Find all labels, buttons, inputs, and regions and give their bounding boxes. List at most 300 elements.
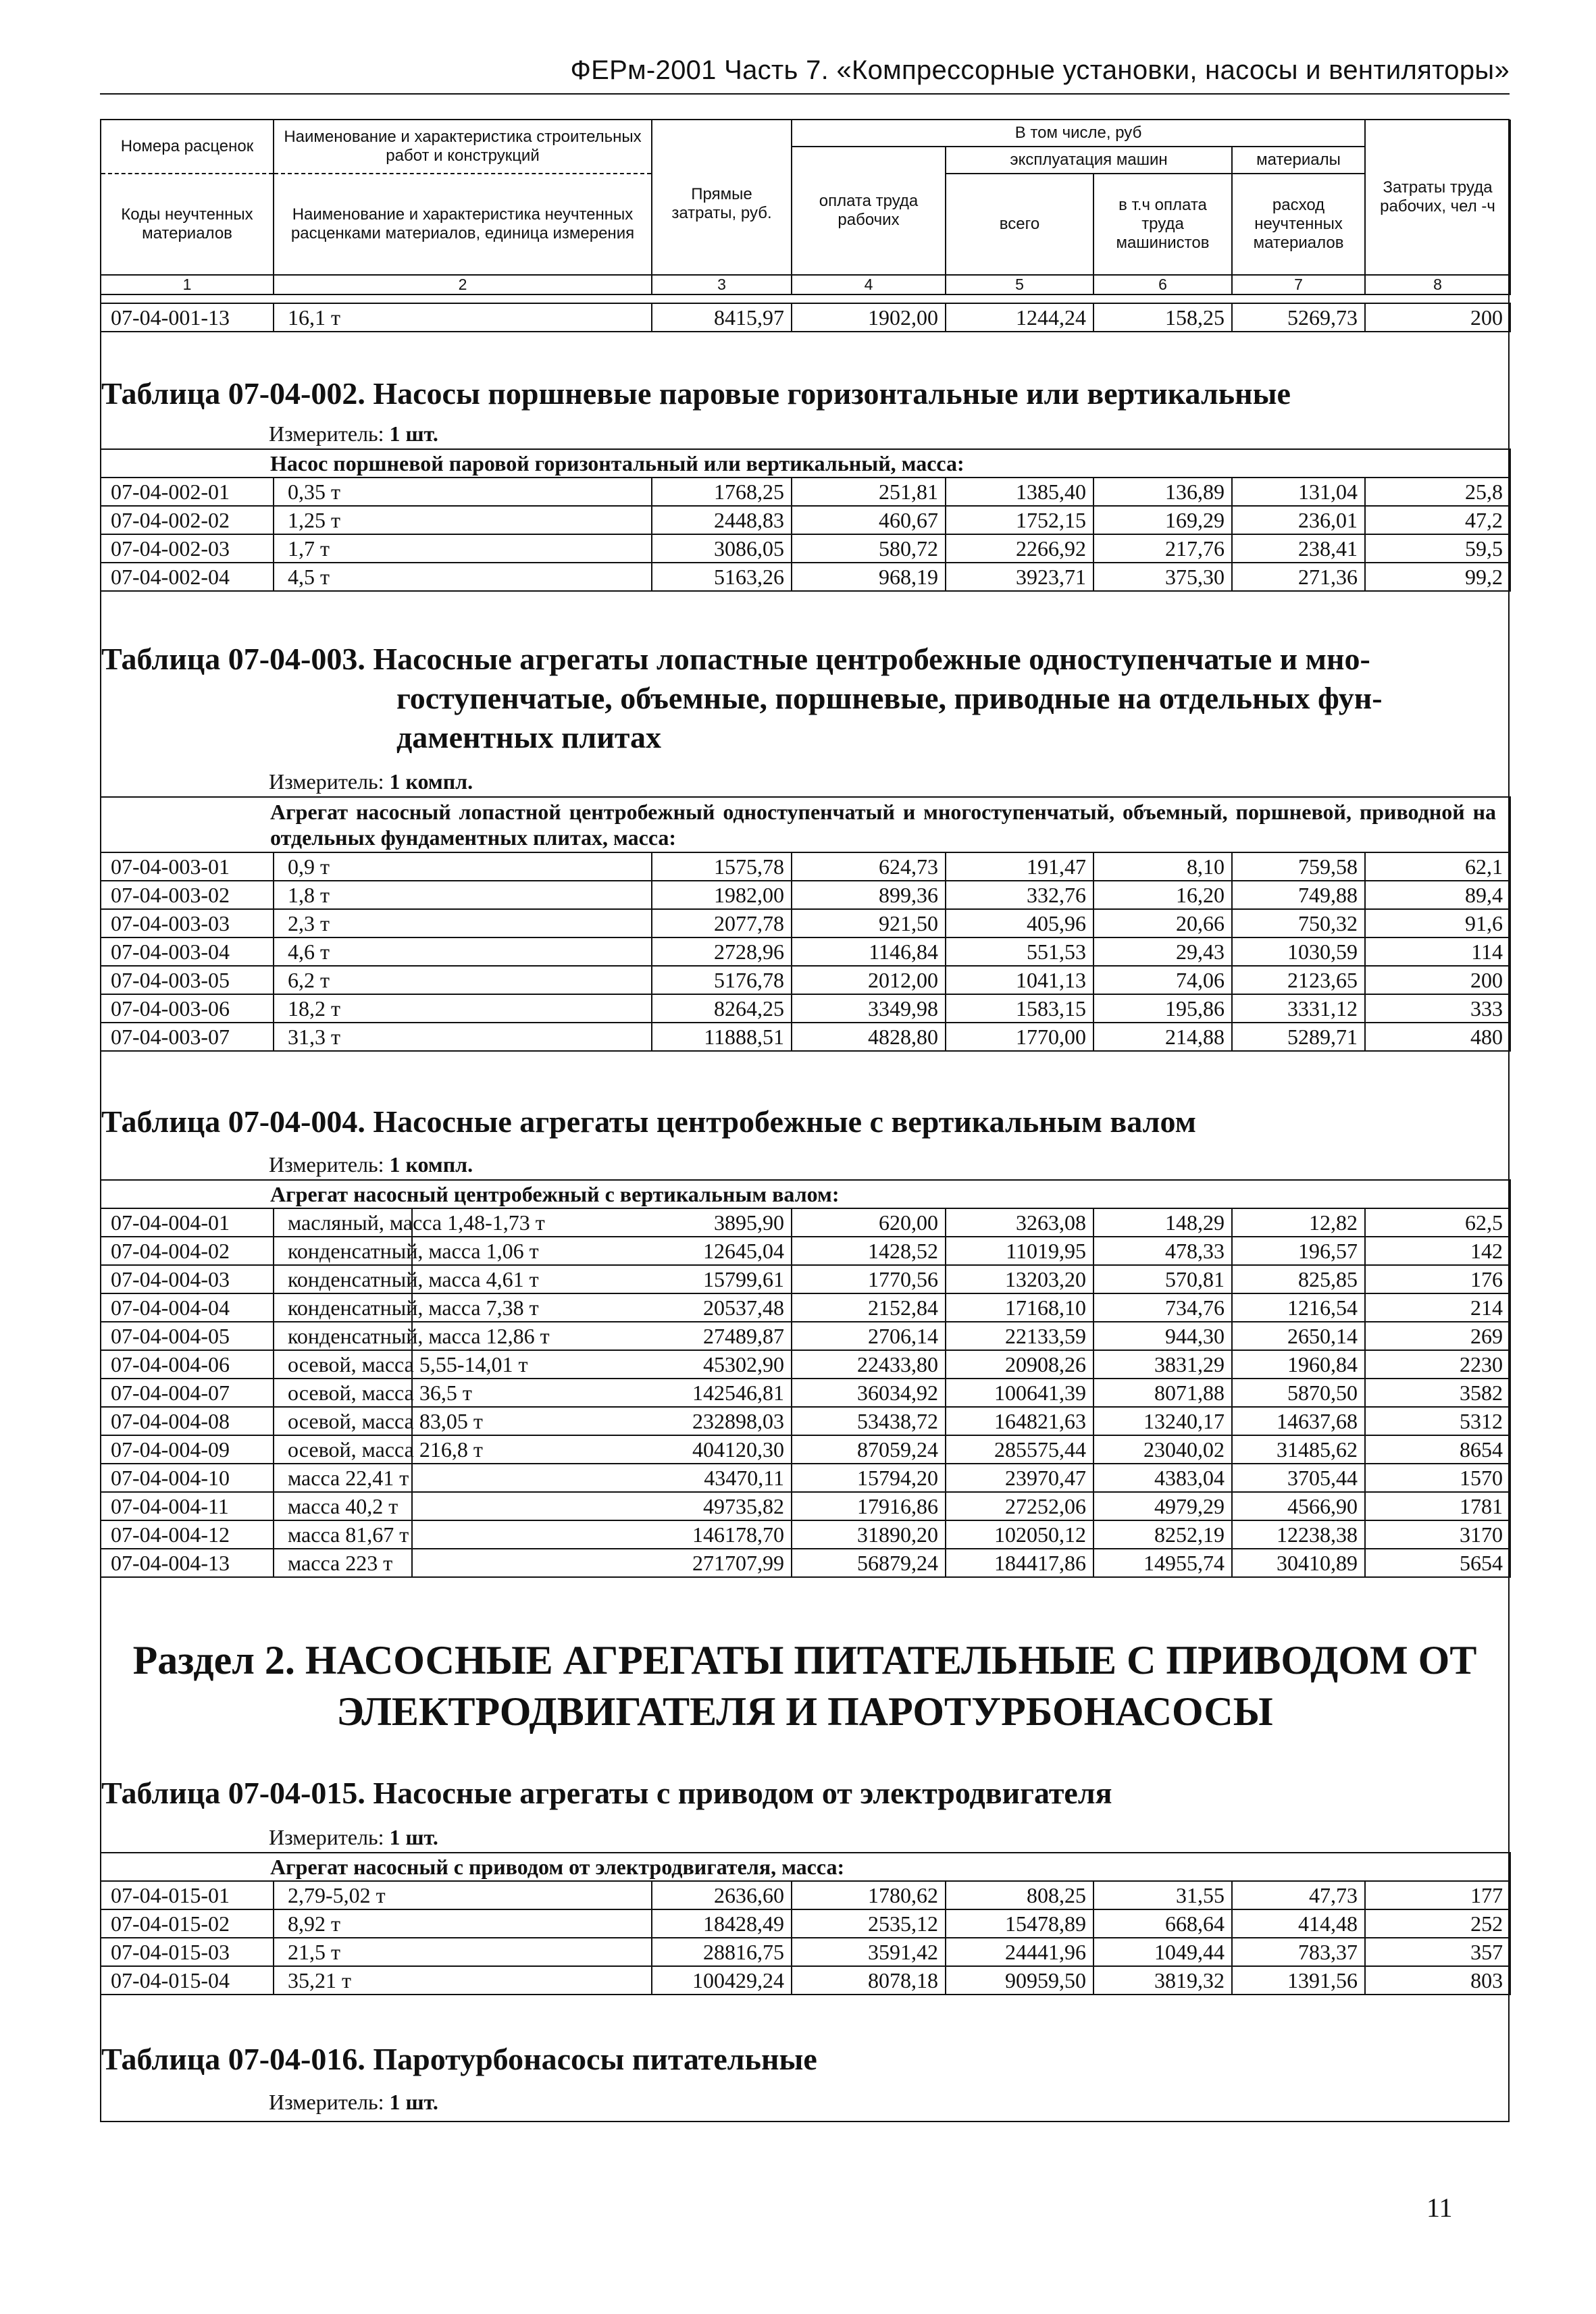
rate-name: осевой, масса 5,55-14,01 т (274, 1350, 412, 1379)
table-row (101, 1350, 1510, 1379)
rate-code: 07-04-004-05 (101, 1322, 274, 1350)
col-number: 4 (792, 275, 946, 294)
table-row (101, 1881, 1510, 1909)
rate-code: 07-04-004-01 (101, 1208, 274, 1237)
rate-name: конденсатный, масса 7,38 т (274, 1293, 412, 1322)
materials: 750,32 (1232, 909, 1365, 937)
col-header-direct-costs: Прямые затраты, руб. (652, 120, 792, 275)
materials: 4566,90 (1232, 1492, 1365, 1520)
labor-pay: 580,72 (792, 534, 946, 563)
machinists-pay: 29,43 (1093, 937, 1232, 966)
direct-costs: 2728,96 (652, 937, 792, 966)
group-caption: Агрегат насосный центробежный с вертикальным валом: (101, 1180, 1510, 1208)
machinists-pay: 668,64 (1093, 1909, 1232, 1938)
materials: 5870,50 (1232, 1379, 1365, 1407)
machinists-pay: 8252,19 (1093, 1520, 1232, 1549)
labor-pay: 2152,84 (792, 1293, 946, 1322)
table-row (101, 1938, 1510, 1966)
direct-costs: 100429,24 (652, 1966, 792, 1995)
col-header-including: В том числе, руб (792, 120, 1365, 147)
rate-name: 2,3 т (274, 909, 652, 937)
unit-07-04-016: Измеритель: 1 шт. (269, 2090, 438, 2114)
labor-hours: 1781 (1365, 1492, 1510, 1520)
labor-hours: 177 (1365, 1881, 1510, 1909)
machinists-pay: 3831,29 (1093, 1350, 1232, 1379)
labor-hours: 1570 (1365, 1464, 1510, 1492)
labor-pay: 36034,92 (792, 1379, 946, 1407)
labor-hours: 333 (1365, 994, 1510, 1023)
rate-name: 16,1 т (274, 303, 652, 332)
machinists-pay: 375,30 (1093, 563, 1232, 591)
materials: 1960,84 (1232, 1350, 1365, 1379)
labor-hours: 5654 (1365, 1549, 1510, 1577)
rate-code: 07-04-004-11 (101, 1492, 274, 1520)
direct-costs: 45302,90 (412, 1350, 792, 1379)
machinists-pay: 23040,02 (1093, 1435, 1232, 1464)
direct-costs: 404120,30 (412, 1435, 792, 1464)
table-row (101, 1549, 1510, 1577)
materials: 783,37 (1232, 1938, 1365, 1966)
machinists-pay: 31,55 (1093, 1881, 1232, 1909)
rate-code: 07-04-002-01 (101, 478, 274, 506)
table-row (101, 937, 1510, 966)
machines-total: 24441,96 (946, 1938, 1093, 1966)
continued-row-table (100, 303, 1511, 332)
table-title-07-04-015: Таблица 07-04-015. Насосные агрегаты с приводом от электродвигателя (101, 1776, 1112, 1810)
rate-name: 21,5 т (274, 1938, 652, 1966)
col-number: 7 (1232, 275, 1365, 294)
rate-code: 07-04-004-08 (101, 1407, 274, 1435)
rate-name: конденсатный, масса 4,61 т (274, 1265, 412, 1293)
table-row (101, 1909, 1510, 1938)
rate-code: 07-04-004-06 (101, 1350, 274, 1379)
labor-pay: 1770,56 (792, 1265, 946, 1293)
labor-hours: 200 (1365, 966, 1510, 994)
rate-code: 07-04-003-01 (101, 852, 274, 881)
labor-hours: 3170 (1365, 1520, 1510, 1549)
materials: 271,36 (1232, 563, 1365, 591)
rate-name: 18,2 т (274, 994, 652, 1023)
rate-code: 07-04-004-04 (101, 1293, 274, 1322)
rate-name: 1,25 т (274, 506, 652, 534)
table-row (101, 1322, 1510, 1350)
col-header-labor-pay: оплата труда рабочих (792, 147, 946, 275)
labor-hours: 62,1 (1365, 852, 1510, 881)
rate-name: 35,21 т (274, 1966, 652, 1995)
table-row (101, 1023, 1510, 1051)
materials: 759,58 (1232, 852, 1365, 881)
rate-name: 0,35 т (274, 478, 652, 506)
labor-pay: 15794,20 (792, 1464, 946, 1492)
labor-pay: 8078,18 (792, 1966, 946, 1995)
direct-costs: 3895,90 (412, 1208, 792, 1237)
labor-hours: 176 (1365, 1265, 1510, 1293)
labor-hours: 114 (1365, 937, 1510, 966)
materials: 3331,12 (1232, 994, 1365, 1023)
group-caption-row (101, 797, 1510, 852)
direct-costs: 1768,25 (652, 478, 792, 506)
machines-total: 2266,92 (946, 534, 1093, 563)
col-header-material-names: Наименование и характеристика неучтенных расценками материалов, единица измерения (274, 174, 652, 275)
col-header-machines-total: всего (946, 174, 1093, 275)
group-caption: Агрегат насосный лопастной центробежный одноступенчатый и многоступенчатый, объемный, поршневой, приводной на отдельных фундаментных плитах, масса: (101, 797, 1510, 852)
rate-name: масляный, масса 1,48-1,73 т (274, 1208, 412, 1237)
materials: 238,41 (1232, 534, 1365, 563)
machines-total: 1752,15 (946, 506, 1093, 534)
machines-total: 405,96 (946, 909, 1093, 937)
direct-costs: 8264,25 (652, 994, 792, 1023)
rate-code: 07-04-015-03 (101, 1938, 274, 1966)
labor-hours: 91,6 (1365, 909, 1510, 937)
materials: 5269,73 (1232, 303, 1365, 332)
labor-hours: 252 (1365, 1909, 1510, 1938)
machines-total: 184417,86 (946, 1549, 1093, 1577)
unit-07-04-015: Измеритель: 1 шт. (269, 1825, 438, 1849)
labor-pay: 2535,12 (792, 1909, 946, 1938)
machinists-pay: 148,29 (1093, 1208, 1232, 1237)
col-number: 1 (101, 275, 274, 294)
direct-costs: 142546,81 (412, 1379, 792, 1407)
direct-costs: 18428,49 (652, 1909, 792, 1938)
labor-pay: 2706,14 (792, 1322, 946, 1350)
machinists-pay: 944,30 (1093, 1322, 1232, 1350)
direct-costs: 2077,78 (652, 909, 792, 937)
table-row (101, 1492, 1510, 1520)
machines-total: 191,47 (946, 852, 1093, 881)
rate-code: 07-04-002-02 (101, 506, 274, 534)
rate-code: 07-04-015-01 (101, 1881, 274, 1909)
rates-table-07-04-004 (100, 1179, 1511, 1578)
labor-hours: 3582 (1365, 1379, 1510, 1407)
col-header-materials: материалы (1232, 147, 1365, 174)
rate-code: 07-04-003-03 (101, 909, 274, 937)
direct-costs: 146178,70 (412, 1520, 792, 1549)
machinists-pay: 169,29 (1093, 506, 1232, 534)
rate-name: конденсатный, масса 12,86 т (274, 1322, 412, 1350)
materials: 2123,65 (1232, 966, 1365, 994)
group-caption-row (101, 449, 1510, 478)
rate-name: масса 22,41 т (274, 1464, 412, 1492)
materials: 12,82 (1232, 1208, 1365, 1237)
machines-total: 27252,06 (946, 1492, 1093, 1520)
labor-hours: 357 (1365, 1938, 1510, 1966)
labor-hours: 8654 (1365, 1435, 1510, 1464)
rate-code: 07-04-004-03 (101, 1265, 274, 1293)
machines-total: 808,25 (946, 1881, 1093, 1909)
labor-pay: 3591,42 (792, 1938, 946, 1966)
labor-pay: 1428,52 (792, 1237, 946, 1265)
machines-total: 17168,10 (946, 1293, 1093, 1322)
table-row (101, 506, 1510, 534)
machinists-pay: 214,88 (1093, 1023, 1232, 1051)
unit-07-04-004: Измеритель: 1 компл. (269, 1152, 473, 1177)
table-row (101, 1265, 1510, 1293)
materials: 1391,56 (1232, 1966, 1365, 1995)
col-header-materials-consumption: расход неучтенных материалов (1232, 174, 1365, 275)
machinists-pay: 4979,29 (1093, 1492, 1232, 1520)
labor-hours: 803 (1365, 1966, 1510, 1995)
machinists-pay: 158,25 (1093, 303, 1232, 332)
rate-code: 07-04-004-12 (101, 1520, 274, 1549)
labor-hours: 142 (1365, 1237, 1510, 1265)
machinists-pay: 14955,74 (1093, 1549, 1232, 1577)
direct-costs: 271707,99 (412, 1549, 792, 1577)
group-caption: Насос поршневой паровой горизонтальный или вертикальный, масса: (101, 449, 1510, 478)
materials: 749,88 (1232, 881, 1365, 909)
rate-name: 31,3 т (274, 1023, 652, 1051)
machinists-pay: 1049,44 (1093, 1938, 1232, 1966)
labor-pay: 251,81 (792, 478, 946, 506)
table-row (101, 1464, 1510, 1492)
labor-hours: 2230 (1365, 1350, 1510, 1379)
labor-pay: 1902,00 (792, 303, 946, 332)
rate-name: 1,7 т (274, 534, 652, 563)
labor-pay: 56879,24 (792, 1549, 946, 1577)
machinists-pay: 8071,88 (1093, 1379, 1232, 1407)
direct-costs: 20537,48 (412, 1293, 792, 1322)
group-caption-row (101, 1180, 1510, 1208)
col-number: 3 (652, 275, 792, 294)
labor-hours: 25,8 (1365, 478, 1510, 506)
labor-pay: 53438,72 (792, 1407, 946, 1435)
rate-name: конденсатный, масса 1,06 т (274, 1237, 412, 1265)
rates-table-07-04-002 (100, 448, 1511, 592)
rate-code: 07-04-003-05 (101, 966, 274, 994)
machines-total: 3263,08 (946, 1208, 1093, 1237)
direct-costs: 5176,78 (652, 966, 792, 994)
rate-name: 4,5 т (274, 563, 652, 591)
col-header-machinists: в т.ч оплата труда машинистов (1093, 174, 1232, 275)
labor-pay: 31890,20 (792, 1520, 946, 1549)
labor-pay: 4828,80 (792, 1023, 946, 1051)
direct-costs: 28816,75 (652, 1938, 792, 1966)
rates-table-07-04-015 (100, 1852, 1511, 1995)
table-row (101, 909, 1510, 937)
rate-code: 07-04-004-10 (101, 1464, 274, 1492)
machinists-pay: 217,76 (1093, 534, 1232, 563)
rate-name: масса 81,67 т (274, 1520, 412, 1549)
rate-name: 2,79-5,02 т (274, 1881, 652, 1909)
machines-total: 15478,89 (946, 1909, 1093, 1938)
rate-code: 07-04-004-07 (101, 1379, 274, 1407)
labor-pay: 17916,86 (792, 1492, 946, 1520)
labor-hours: 480 (1365, 1023, 1510, 1051)
col-header-machines: эксплуатация машин (946, 147, 1232, 174)
rate-code: 07-04-002-04 (101, 563, 274, 591)
col-number: 6 (1093, 275, 1232, 294)
table-row (101, 1966, 1510, 1995)
col-number: 5 (946, 275, 1093, 294)
machinists-pay: 734,76 (1093, 1293, 1232, 1322)
machinists-pay: 8,10 (1093, 852, 1232, 881)
materials: 5289,71 (1232, 1023, 1365, 1051)
rate-code: 07-04-003-07 (101, 1023, 274, 1051)
labor-hours: 99,2 (1365, 563, 1510, 591)
machines-total: 102050,12 (946, 1520, 1093, 1549)
rate-code: 07-04-004-09 (101, 1435, 274, 1464)
table-row (101, 1208, 1510, 1237)
col-number: 2 (274, 275, 652, 294)
machines-total: 1041,13 (946, 966, 1093, 994)
machinists-pay: 13240,17 (1093, 1407, 1232, 1435)
machines-total: 1385,40 (946, 478, 1093, 506)
materials: 3705,44 (1232, 1464, 1365, 1492)
rate-name: 4,6 т (274, 937, 652, 966)
direct-costs: 11888,51 (652, 1023, 792, 1051)
machines-total: 3923,71 (946, 563, 1093, 591)
materials: 131,04 (1232, 478, 1365, 506)
machines-total: 285575,44 (946, 1435, 1093, 1464)
rate-code: 07-04-015-04 (101, 1966, 274, 1995)
labor-pay: 620,00 (792, 1208, 946, 1237)
unit-07-04-003: Измеритель: 1 компл. (269, 769, 473, 794)
labor-pay: 968,19 (792, 563, 946, 591)
rate-code: 07-04-003-06 (101, 994, 274, 1023)
table-title-07-04-004: Таблица 07-04-004. Насосные агрегаты центробежные с вертикальным валом (101, 1104, 1196, 1139)
rate-name: масса 223 т (274, 1549, 412, 1577)
rate-code: 07-04-015-02 (101, 1909, 274, 1938)
table-row (101, 852, 1510, 881)
materials: 414,48 (1232, 1909, 1365, 1938)
machines-total: 23970,47 (946, 1464, 1093, 1492)
table-row (101, 1407, 1510, 1435)
labor-hours: 62,5 (1365, 1208, 1510, 1237)
rate-name: 6,2 т (274, 966, 652, 994)
labor-hours: 214 (1365, 1293, 1510, 1322)
table-title-07-04-002: Таблица 07-04-002. Насосы поршневые паровые горизонтальные или вертикальные (101, 376, 1291, 411)
rate-name: осевой, масса 36,5 т (274, 1379, 412, 1407)
materials: 31485,62 (1232, 1435, 1365, 1464)
direct-costs: 49735,82 (412, 1492, 792, 1520)
materials: 1216,54 (1232, 1293, 1365, 1322)
materials: 14637,68 (1232, 1407, 1365, 1435)
table-row (101, 563, 1510, 591)
rate-code: 07-04-001-13 (101, 303, 274, 332)
table-row (101, 994, 1510, 1023)
page-number: 11 (1426, 2192, 1453, 2223)
labor-pay: 1146,84 (792, 937, 946, 966)
labor-pay: 921,50 (792, 909, 946, 937)
header-rule (100, 93, 1510, 95)
direct-costs: 5163,26 (652, 563, 792, 591)
direct-costs: 43470,11 (412, 1464, 792, 1492)
labor-hours: 59,5 (1365, 534, 1510, 563)
labor-pay: 624,73 (792, 852, 946, 881)
machines-total: 11019,95 (946, 1237, 1093, 1265)
rate-name: 0,9 т (274, 852, 652, 881)
col-number: 8 (1365, 275, 1510, 294)
table-row (101, 1237, 1510, 1265)
materials: 12238,38 (1232, 1520, 1365, 1549)
machinists-pay: 4383,04 (1093, 1464, 1232, 1492)
direct-costs: 1575,78 (652, 852, 792, 881)
rates-table-07-04-003 (100, 796, 1511, 1052)
labor-pay: 2012,00 (792, 966, 946, 994)
labor-pay: 87059,24 (792, 1435, 946, 1464)
running-header: ФЕРм-2001 Часть 7. «Компрессорные установки, насосы и вентиляторы» (570, 55, 1510, 85)
labor-pay: 460,67 (792, 506, 946, 534)
col-header-labor: Затраты труда рабочих, чел -ч (1365, 120, 1510, 275)
labor-hours: 89,4 (1365, 881, 1510, 909)
materials: 30410,89 (1232, 1549, 1365, 1577)
materials: 47,73 (1232, 1881, 1365, 1909)
table-row (101, 1379, 1510, 1407)
machines-total: 551,53 (946, 937, 1093, 966)
col-header-material-codes: Коды неучтенных материалов (101, 174, 274, 275)
table-row (101, 881, 1510, 909)
materials: 196,57 (1232, 1237, 1365, 1265)
machines-total: 332,76 (946, 881, 1093, 909)
table-row (101, 1520, 1510, 1549)
machinists-pay: 570,81 (1093, 1265, 1232, 1293)
machines-total: 100641,39 (946, 1379, 1093, 1407)
materials: 2650,14 (1232, 1322, 1365, 1350)
group-caption-row (101, 1853, 1510, 1881)
machines-total: 164821,63 (946, 1407, 1093, 1435)
direct-costs: 15799,61 (412, 1265, 792, 1293)
machinists-pay: 136,89 (1093, 478, 1232, 506)
machines-total: 22133,59 (946, 1322, 1093, 1350)
table-row (101, 534, 1510, 563)
table-row (101, 966, 1510, 994)
machinists-pay: 478,33 (1093, 1237, 1232, 1265)
direct-costs: 8415,97 (652, 303, 792, 332)
rate-name: 8,92 т (274, 1909, 652, 1938)
labor-pay: 22433,80 (792, 1350, 946, 1379)
rate-code: 07-04-003-02 (101, 881, 274, 909)
rate-name: осевой, масса 216,8 т (274, 1435, 412, 1464)
table-row (101, 1435, 1510, 1464)
direct-costs: 3086,05 (652, 534, 792, 563)
table-row (101, 1293, 1510, 1322)
machinists-pay: 74,06 (1093, 966, 1232, 994)
table-title-07-04-003: Таблица 07-04-003. Насосные агрегаты лопастные центробежные одноступенчатые и мно- гоступенчатые, объемные, поршневые, приводные на отдельных фун- даментных плитах (101, 642, 1383, 754)
direct-costs: 2636,60 (652, 1881, 792, 1909)
machines-total: 1244,24 (946, 303, 1093, 332)
machines-total: 13203,20 (946, 1265, 1093, 1293)
rate-code: 07-04-004-13 (101, 1549, 274, 1577)
table-row (101, 478, 1510, 506)
machines-total: 1770,00 (946, 1023, 1093, 1051)
direct-costs: 1982,00 (652, 881, 792, 909)
machinists-pay: 20,66 (1093, 909, 1232, 937)
labor-hours: 5312 (1365, 1407, 1510, 1435)
labor-pay: 1780,62 (792, 1881, 946, 1909)
col-header-codes: Номера расценок (101, 120, 274, 174)
table-row (101, 303, 1510, 332)
table-title-07-04-016: Таблица 07-04-016. Паротурбонасосы питательные (101, 2042, 817, 2076)
column-header-table (100, 119, 1511, 295)
machines-total: 20908,26 (946, 1350, 1093, 1379)
rate-name: 1,8 т (274, 881, 652, 909)
group-caption: Агрегат насосный с приводом от электродвигателя, масса: (101, 1853, 1510, 1881)
labor-hours: 47,2 (1365, 506, 1510, 534)
rate-name: масса 40,2 т (274, 1492, 412, 1520)
machinists-pay: 195,86 (1093, 994, 1232, 1023)
direct-costs: 27489,87 (412, 1322, 792, 1350)
rate-code: 07-04-002-03 (101, 534, 274, 563)
labor-pay: 3349,98 (792, 994, 946, 1023)
machines-total: 1583,15 (946, 994, 1093, 1023)
rate-name: осевой, масса 83,05 т (274, 1407, 412, 1435)
col-header-names: Наименование и характеристика строительных работ и конструкций (274, 120, 652, 174)
rate-code: 07-04-003-04 (101, 937, 274, 966)
direct-costs: 232898,03 (412, 1407, 792, 1435)
machinists-pay: 16,20 (1093, 881, 1232, 909)
unit-07-04-002: Измеритель: 1 шт. (269, 421, 438, 446)
machinists-pay: 3819,32 (1093, 1966, 1232, 1995)
direct-costs: 12645,04 (412, 1237, 792, 1265)
